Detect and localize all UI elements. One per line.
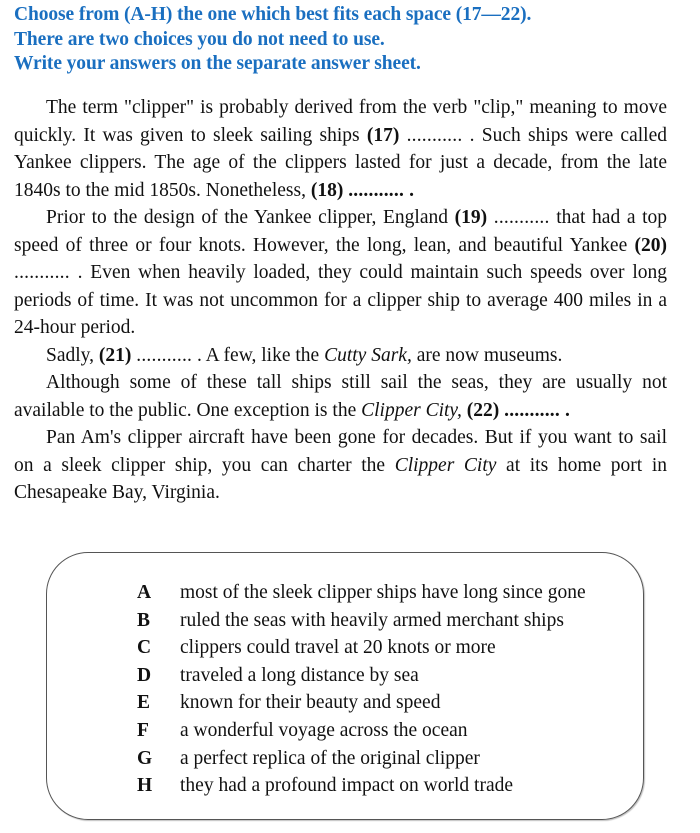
- blank-18-number: (18): [310, 179, 344, 201]
- paragraph-4: [14, 369, 667, 424]
- option-text: ruled the seas with heavily armed merchant ships: [180, 609, 564, 631]
- blank-21-number: (21): [98, 344, 132, 366]
- options-list: [137, 579, 586, 800]
- option-text: most of the sleek clipper ships have long since gone: [180, 582, 586, 603]
- text: are now museums.: [411, 344, 563, 366]
- option-letter: A: [137, 582, 152, 603]
- option-d[interactable]: [137, 662, 586, 690]
- text: . Such ships were called Yankee clippers. The age of the clippers lasted for just a decade, from the late 1840s to the mid 1850s. Nonetheless,: [14, 124, 667, 201]
- text: Prior to the design of the Yankee clipper, England: [46, 207, 455, 228]
- instructions: [14, 3, 694, 77]
- option-c[interactable]: [137, 634, 586, 662]
- paragraph-5: [14, 424, 667, 507]
- ship-name: Clipper City,: [361, 399, 462, 421]
- option-a[interactable]: [137, 579, 586, 607]
- option-letter: H: [137, 775, 153, 797]
- blank-19[interactable]: ...........: [493, 207, 550, 228]
- blank-20-number: (20): [634, 234, 667, 256]
- option-text: known for their beauty and speed: [180, 692, 441, 714]
- text: Although some of these tall ships still sail the seas, they are usually not available to the public. One exception is the: [14, 372, 667, 421]
- paragraph-1: [14, 94, 667, 204]
- blank-22[interactable]: ........... .: [504, 399, 571, 421]
- blank-18[interactable]: ........... .: [348, 179, 415, 201]
- text: . A few, like the: [192, 344, 325, 366]
- option-letter: G: [137, 747, 153, 769]
- option-g[interactable]: [137, 745, 586, 773]
- option-text: traveled a long distance by sea: [180, 664, 419, 686]
- text: that had a top speed of three or four knots. However, the long, lean, and beautiful Yankee: [14, 207, 668, 256]
- option-b[interactable]: [137, 607, 586, 635]
- text: at its home port in Chesapeake Bay, Virginia.: [14, 454, 667, 503]
- blank-17-number: (17): [366, 124, 400, 146]
- option-letter: C: [137, 637, 152, 659]
- text: Pan Am's clipper aircraft have been gone for decades. But if you want to sail on a sleek clipper ship, you can charter the: [14, 427, 667, 476]
- text: Sadly,: [46, 344, 99, 366]
- blank-21[interactable]: ...........: [136, 344, 193, 366]
- option-text: they had a profound impact on world trade: [180, 775, 514, 797]
- option-letter: B: [137, 609, 151, 631]
- option-text: clippers could travel at 20 knots or more: [180, 637, 496, 659]
- paragraph-3: [14, 342, 667, 370]
- instruction-line: Choose from (A-H) the one which best fits each space (17—22).: [14, 4, 532, 25]
- instruction-line: There are two choices you do not need to use.: [14, 28, 385, 50]
- reading-passage: [14, 94, 667, 507]
- option-text: a wonderful voyage across the ocean: [180, 719, 468, 741]
- option-letter: D: [137, 664, 152, 686]
- blank-20[interactable]: ...........: [14, 262, 70, 283]
- ship-name: Cutty Sark,: [324, 344, 412, 366]
- ship-name: Clipper City: [394, 454, 497, 476]
- blank-22-number: (22): [466, 399, 500, 421]
- instruction-line: Write your answers on the separate answer sheet.: [14, 53, 421, 74]
- option-letter: F: [137, 719, 149, 741]
- text: The term "clipper" is probably derived from the verb "clip," meaning to move quickly. It was given to sleek sailing ships: [14, 97, 667, 146]
- option-text: a perfect replica of the original clipper: [180, 747, 480, 769]
- option-letter: E: [137, 692, 151, 714]
- answer-options-box: [46, 552, 644, 820]
- option-f[interactable]: [137, 717, 586, 745]
- paragraph-2: [14, 204, 667, 342]
- blank-17[interactable]: ...........: [406, 124, 463, 146]
- blank-19-number: (19): [454, 207, 488, 228]
- option-e[interactable]: [137, 689, 586, 717]
- option-h[interactable]: [137, 772, 586, 800]
- text: . Even when heavily loaded, they could maintain such speeds over long periods of time. It was not uncommon for a clipper ship to average 400 miles in a 24-hour period.: [14, 262, 667, 338]
